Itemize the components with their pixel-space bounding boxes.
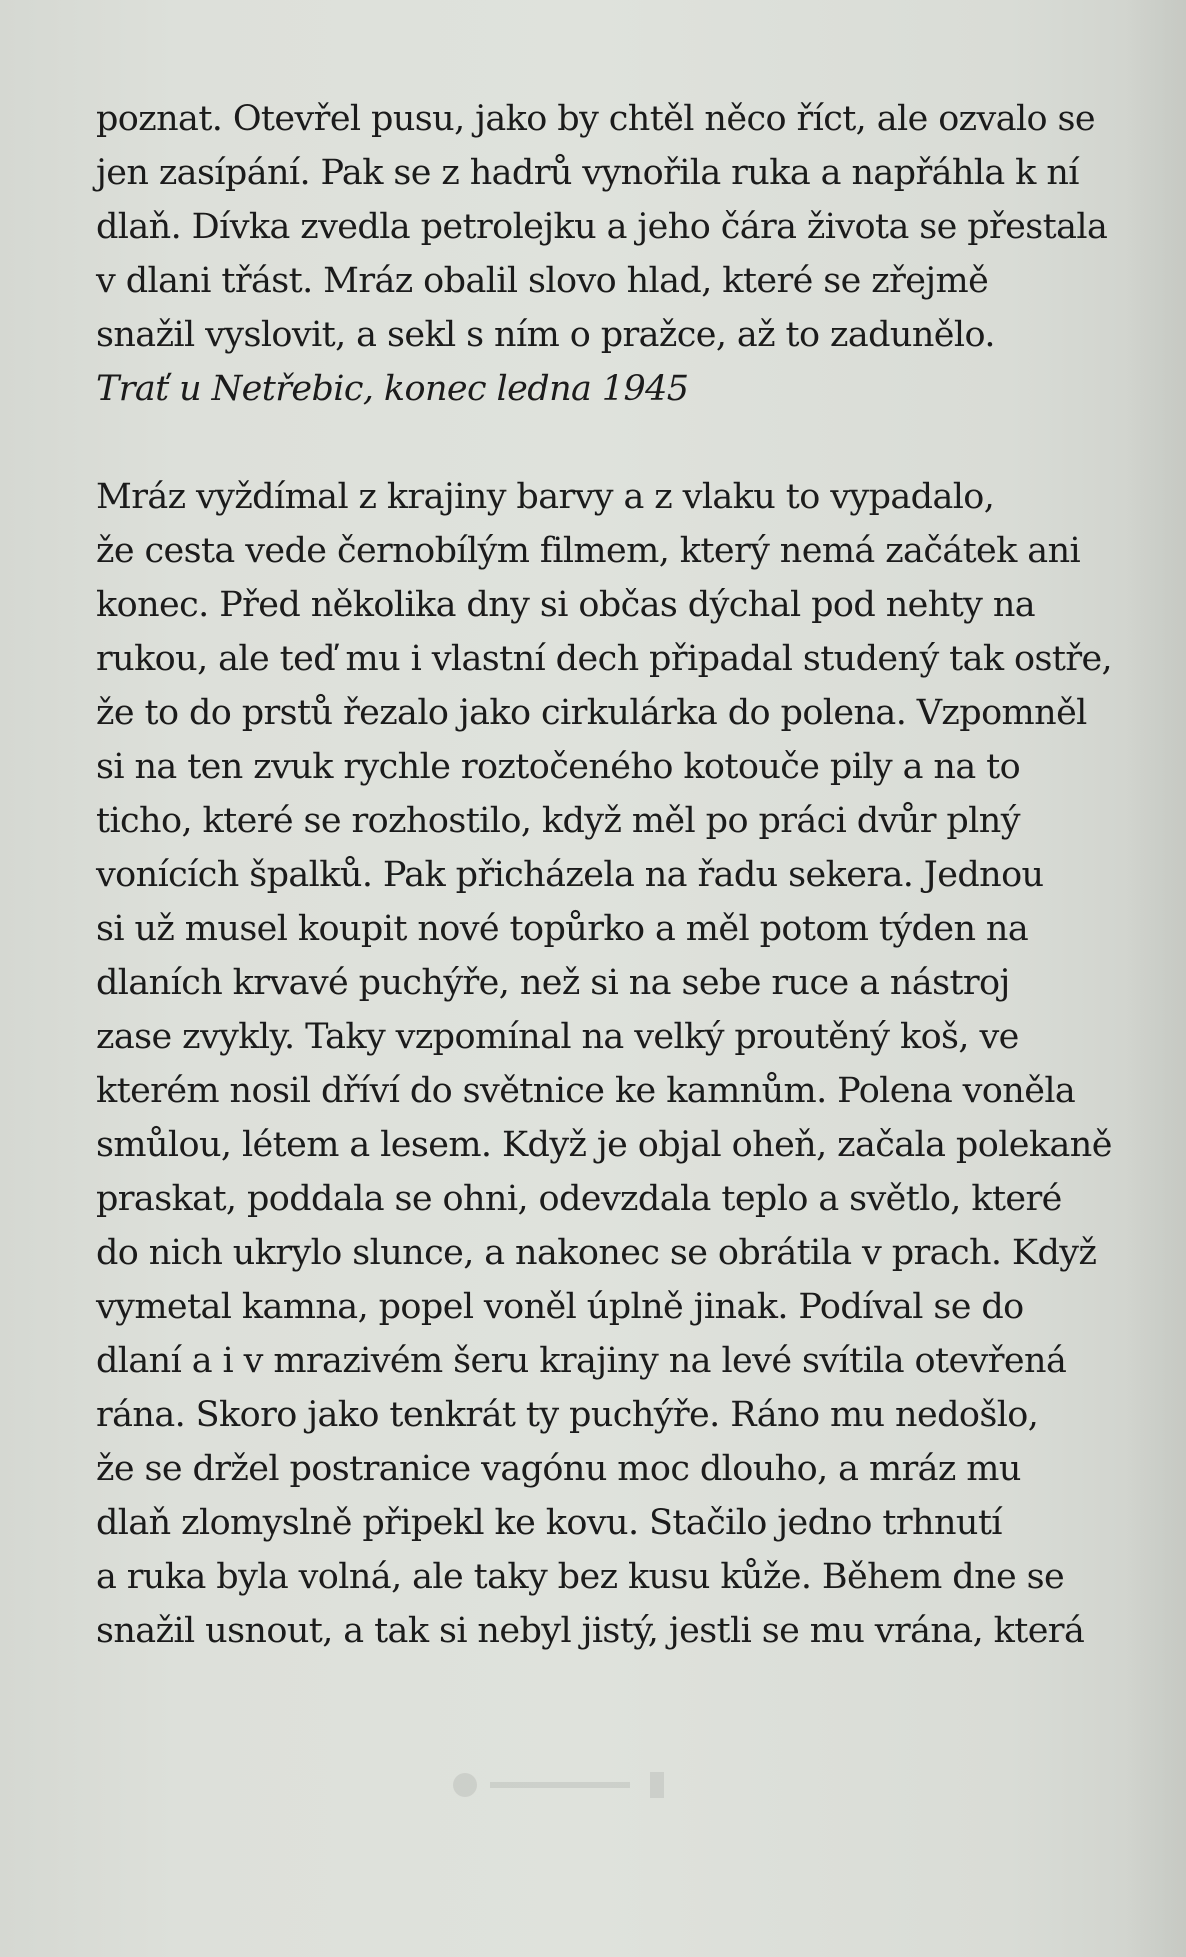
text-line: smůlou, létem a lesem. Když je objal oheň, začala polekaně <box>96 1125 1112 1165</box>
text-line: do nich ukrylo slunce, a nakonec se obrátila v prach. Když <box>96 1233 1097 1273</box>
text-line: praskat, poddala se ohni, odevzdala teplo a světlo, které <box>96 1179 1062 1219</box>
text-line: v dlani třást. Mráz obalil slovo hlad, které se zřejmě <box>96 261 989 301</box>
text-line: že to do prstů řezalo jako cirkulárka do polena. Vzpomněl <box>96 693 1087 733</box>
text-line: vonících špalků. Pak přicházela na řadu sekera. Jednou <box>96 855 1044 895</box>
text-line: rána. Skoro jako tenkrát ty puchýře. Ráno mu nedošlo, <box>96 1395 1039 1435</box>
text-line: snažil usnout, a tak si nebyl jistý, jestli se mu vrána, která <box>96 1611 1085 1651</box>
text-line: zase zvykly. Taky vzpomínal na velký proutěný koš, ve <box>96 1017 1019 1057</box>
page-edge-shadow <box>1126 0 1186 1957</box>
text-line: Mráz vyždímal z krajiny barvy a z vlaku to vypadalo, <box>96 477 995 517</box>
text-line: dlaň zlomyslně připekl ke kovu. Stačilo jedno trhnutí <box>96 1503 1002 1543</box>
text-line: dlaní a i v mrazivém šeru krajiny na levé svítila otevřená <box>96 1341 1067 1381</box>
text-line: dlaň. Dívka zvedla petrolejku a jeho čára života se přestala <box>96 207 1108 247</box>
text-line: vymetal kamna, popel voněl úplně jinak. Podíval se do <box>96 1287 1024 1327</box>
text-line: kterém nosil dříví do světnice ke kamnům. Polena voněla <box>96 1071 1076 1111</box>
text-line: a ruka byla volná, ale taky bez kusu kůže. Během dne se <box>96 1557 1065 1597</box>
text-line: si na ten zvuk rychle roztočeného kotouče pily a na to <box>96 747 1021 787</box>
text-line: konec. Před několika dny si občas dýchal pod nehty na <box>96 585 1036 625</box>
text-line: si už musel koupit nové topůrko a měl potom týden na <box>96 909 1029 949</box>
section-heading: Trať u Netřebic, konec ledna 1945 <box>96 369 689 409</box>
text-line: že cesta vede černobílým filmem, který nemá začátek ani <box>96 531 1081 571</box>
text-line: ticho, které se rozhostilo, když měl po práci dvůr plný <box>96 801 1020 841</box>
text-line: dlaních krvavé puchýře, než si na sebe ruce a nástroj <box>96 963 1010 1003</box>
page-text <box>96 92 1116 1658</box>
text-line: snažil vyslovit, a sekl s ním o pražce, až to zadunělo. <box>96 315 995 355</box>
text-line: jen zasípání. Pak se z hadrů vynořila ruka a napřáhla k ní <box>96 153 1079 193</box>
faint-footer-mark <box>450 1770 690 1800</box>
paragraph-gap <box>96 416 1116 470</box>
text-line: poznat. Otevřel pusu, jako by chtěl něco říct, ale ozvalo se <box>96 99 1096 139</box>
text-line: že se držel postranice vagónu moc dlouho, a mráz mu <box>96 1449 1021 1489</box>
text-line: rukou, ale teď mu i vlastní dech připadal studený tak ostře, <box>96 639 1113 679</box>
